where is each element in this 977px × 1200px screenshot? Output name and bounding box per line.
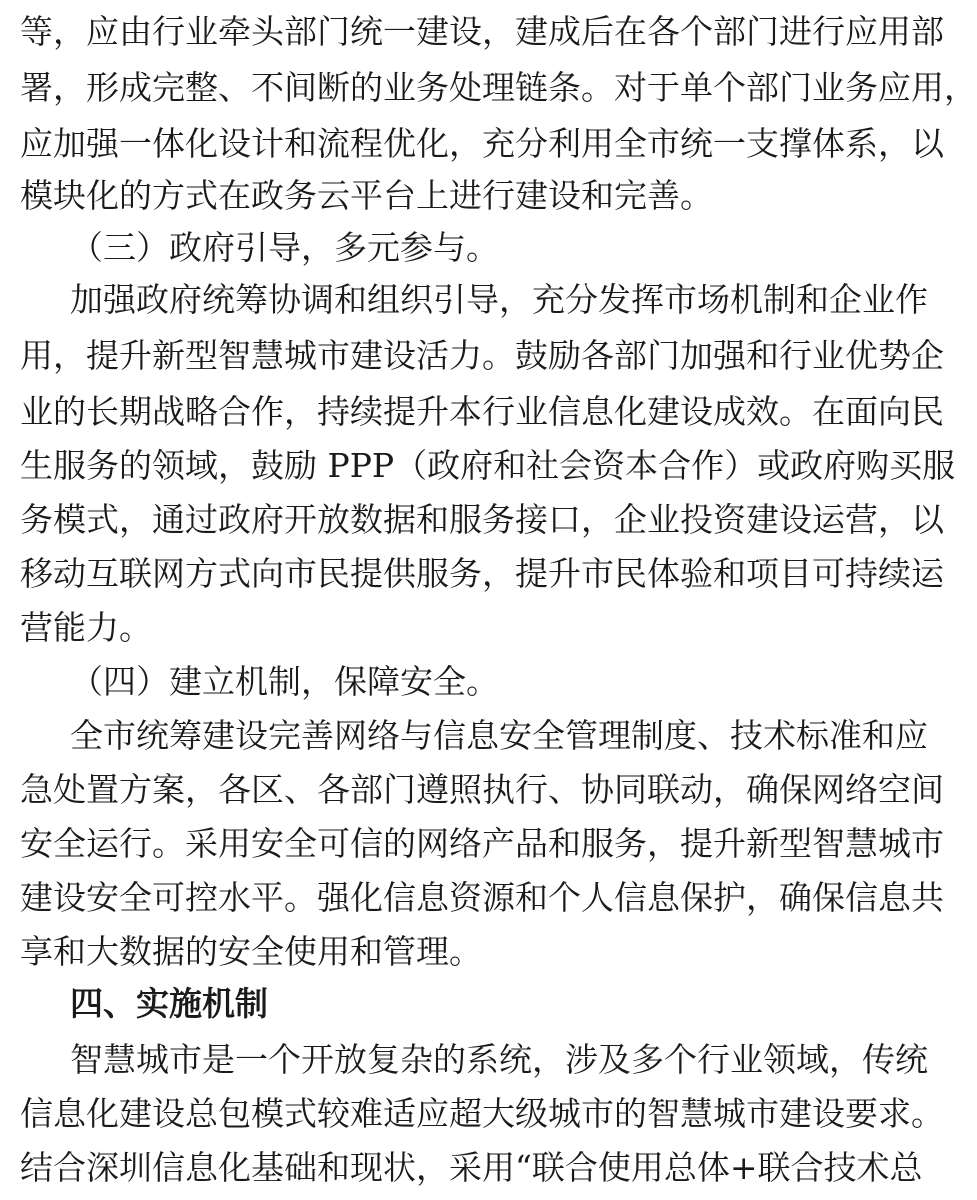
paragraph-line: 加强政府统筹协调和组织引导，充分发挥市场机制和企业作 [70, 280, 928, 319]
paragraph-line: 用，提升新型智慧城市建设活力。鼓励各部门加强和行业优势企 [20, 336, 944, 375]
paragraph-line: 等，应由行业牵头部门统一建设，建成后在各个部门进行应用部 [20, 12, 944, 51]
paragraph-line: 智慧城市是一个开放复杂的系统，涉及多个行业领域，传统 [70, 1040, 928, 1079]
paragraph-line: 安全运行。采用安全可信的网络产品和服务，提升新型智慧城市 [20, 824, 944, 863]
paragraph-line: 务模式，通过政府开放数据和服务接口，企业投资建设运营，以 [20, 500, 944, 539]
paragraph-line: 模块化的方式在政务云平台上进行建设和完善。 [20, 176, 713, 215]
paragraph-line: 移动互联网方式向市民提供服务，提升市民体验和项目可持续运 [20, 554, 944, 593]
chapter-heading: 四、实施机制 [70, 984, 268, 1023]
paragraph-line: 全市统筹建设完善网络与信息安全管理制度、技术标准和应 [70, 716, 928, 755]
section-heading-three: （三）政府引导，多元参与。 [70, 228, 499, 267]
paragraph-line: 急处置方案，各区、各部门遵照执行、协同联动，确保网络空间 [20, 770, 944, 809]
paragraph-line: 结合深圳信息化基础和现状，采用“联合使用总体+联合技术总 [20, 1148, 923, 1187]
paragraph-line: 建设安全可控水平。强化信息资源和个人信息保护，确保信息共 [20, 878, 944, 917]
paragraph-line: 业的长期战略合作，持续提升本行业信息化建设成效。在面向民 [20, 392, 944, 431]
paragraph-line: 信息化建设总包模式较难适应超大级城市的智慧城市建设要求。 [20, 1094, 944, 1133]
paragraph-line: 营能力。 [20, 608, 152, 647]
paragraph-line: 生服务的领域，鼓励 PPP（政府和社会资本合作）或政府购买服 [20, 446, 956, 485]
paragraph-line: 应加强一体化设计和流程优化，充分利用全市统一支撑体系，以 [20, 124, 944, 163]
section-heading-four: （四）建立机制，保障安全。 [70, 662, 499, 701]
paragraph-line: 享和大数据的安全使用和管理。 [20, 932, 482, 971]
paragraph-line: 署，形成完整、不间断的业务处理链条。对于单个部门业务应用， [20, 68, 977, 107]
